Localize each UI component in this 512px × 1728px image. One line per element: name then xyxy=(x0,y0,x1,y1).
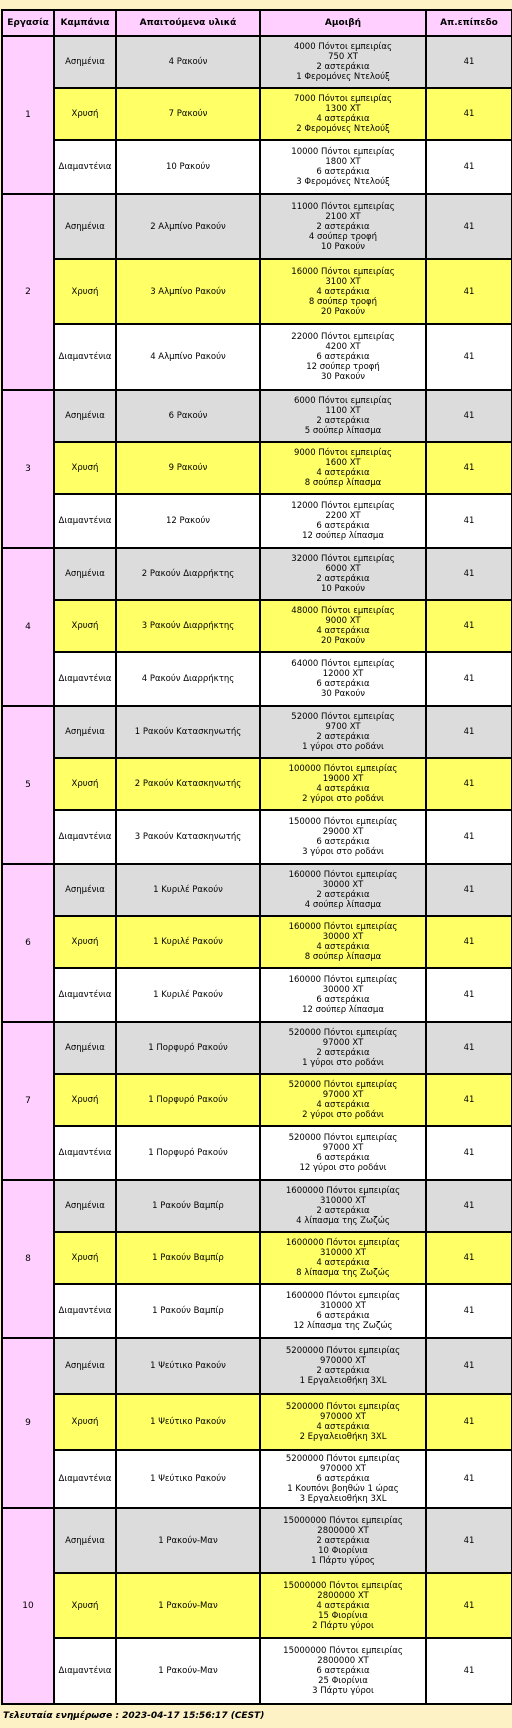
reward-line: 12000 Πόντοι εμπειρίας xyxy=(291,501,395,511)
reward-cell xyxy=(260,810,426,864)
reward-line: 30000 XT xyxy=(322,985,364,995)
reward-line: 1100 XT xyxy=(325,406,361,416)
header-task: Εργασία xyxy=(2,10,54,36)
table-row xyxy=(2,1180,512,1232)
reward-line: 520000 Πόντοι εμπειρίας xyxy=(288,1028,398,1038)
reward-line: 2800000 XT xyxy=(317,1525,369,1536)
reward-line: 3 γύροι στο ροδάνι xyxy=(302,847,384,857)
reward-line: 4000 Πόντοι εμπειρίας xyxy=(293,42,393,52)
materials-cell: 1 Κυριλέ Ρακούν xyxy=(116,916,260,968)
reward-line: 4 αστεράκια xyxy=(316,114,370,124)
materials-cell: 1 Ψεύτικο Ρακούν xyxy=(116,1450,260,1508)
materials-cell: 1 Ρακούν-Μαν xyxy=(116,1638,260,1704)
reward-line: 5200000 Πόντοι εμπειρίας xyxy=(285,1454,401,1464)
campaign-cell: Διαμαντένια xyxy=(54,652,116,706)
level-cell: 41 xyxy=(426,1508,512,1573)
reward-cell xyxy=(260,88,426,140)
level-cell: 41 xyxy=(426,810,512,864)
reward-line: 3 Φερομόνες Ντελούξ xyxy=(296,177,390,187)
materials-cell: 4 Αλμπίνο Ρακούν xyxy=(116,324,260,390)
reward-cell xyxy=(260,442,426,494)
reward-cell xyxy=(260,1338,426,1394)
table-row xyxy=(2,1022,512,1074)
reward-line: 6000 XT xyxy=(325,564,361,574)
reward-line: 2 αστεράκια xyxy=(316,1535,370,1546)
level-cell: 41 xyxy=(426,864,512,916)
reward-line: 520000 Πόντοι εμπειρίας xyxy=(288,1080,398,1090)
reward-line: 11000 Πόντοι εμπειρίας xyxy=(291,201,395,212)
task-number: 4 xyxy=(2,548,54,706)
task-number: 7 xyxy=(2,1022,54,1180)
reward-line: 97000 XT xyxy=(322,1090,364,1100)
reward-cell xyxy=(260,1074,426,1126)
table-row xyxy=(2,1126,512,1180)
campaign-cell: Ασημένια xyxy=(54,548,116,600)
table-row xyxy=(2,259,512,324)
reward-cell xyxy=(260,324,426,390)
reward-line: 9700 XT xyxy=(325,722,361,732)
reward-line: 30000 XT xyxy=(322,880,364,890)
table-row xyxy=(2,706,512,758)
reward-line: 8 σούπερ λίπασμα xyxy=(304,478,382,488)
reward-line: 15000000 Πόντοι εμπειρίας xyxy=(283,1580,403,1591)
table-row xyxy=(2,1394,512,1450)
reward-line: 20 Ρακούν xyxy=(320,636,366,646)
table-row xyxy=(2,916,512,968)
campaign-cell: Διαμαντένια xyxy=(54,494,116,548)
reward-cell xyxy=(260,600,426,652)
reward-line: 10 Φιορίνια xyxy=(318,1545,368,1556)
reward-cell xyxy=(260,1394,426,1450)
table-row xyxy=(2,194,512,259)
materials-cell: 1 Ρακούν Βαμπίρ xyxy=(116,1232,260,1284)
reward-line: 150000 Πόντοι εμπειρίας xyxy=(288,817,398,827)
reward-line: 4 αστεράκια xyxy=(316,784,370,794)
table-row xyxy=(2,1074,512,1126)
reward-line: 1600000 Πόντοι εμπειρίας xyxy=(285,1238,401,1248)
reward-line: 1 Πάρτυ γύρος xyxy=(311,1555,375,1566)
campaign-cell: Διαμαντένια xyxy=(54,810,116,864)
reward-line: 4 αστεράκια xyxy=(316,1600,370,1611)
reward-line: 1800 XT xyxy=(325,157,361,167)
level-cell: 41 xyxy=(426,600,512,652)
materials-cell: 1 Ψεύτικο Ρακούν xyxy=(116,1338,260,1394)
materials-cell: 4 Ρακούν xyxy=(116,36,260,88)
header-row xyxy=(2,10,512,36)
reward-line: 12 γύροι στο ροδάνι xyxy=(299,1163,387,1173)
reward-line: 52000 Πόντοι εμπειρίας xyxy=(291,712,395,722)
reward-line: 160000 Πόντοι εμπειρίας xyxy=(288,975,398,985)
reward-line: 8 λίπασμα της Ζωζώς xyxy=(296,1268,390,1278)
reward-cell xyxy=(260,36,426,88)
reward-line: 2800000 XT xyxy=(317,1590,369,1601)
reward-cell xyxy=(260,390,426,442)
task-number: 1 xyxy=(2,36,54,194)
reward-cell xyxy=(260,916,426,968)
campaign-cell: Ασημένια xyxy=(54,194,116,259)
reward-line: 2 αστεράκια xyxy=(316,732,370,742)
header-reward: Αμοιβή xyxy=(260,10,426,36)
campaign-cell: Ασημένια xyxy=(54,1338,116,1394)
reward-cell xyxy=(260,706,426,758)
campaign-cell: Διαμαντένια xyxy=(54,324,116,390)
level-cell: 41 xyxy=(426,390,512,442)
level-cell: 41 xyxy=(426,1638,512,1704)
level-cell: 41 xyxy=(426,36,512,88)
task-number: 2 xyxy=(2,194,54,390)
materials-cell: 1 Πορφυρό Ρακούν xyxy=(116,1126,260,1180)
table-row xyxy=(2,864,512,916)
header-campaign: Καμπάνια xyxy=(54,10,116,36)
reward-line: 4 σούπερ τροφή xyxy=(308,231,378,242)
materials-cell: 1 Κυριλέ Ρακούν xyxy=(116,864,260,916)
campaign-cell: Χρυσή xyxy=(54,1074,116,1126)
reward-line: 64000 Πόντοι εμπειρίας xyxy=(291,659,395,669)
reward-line: 20 Ρακούν xyxy=(320,306,366,317)
reward-line: 16000 Πόντοι εμπειρίας xyxy=(291,266,395,277)
campaign-cell: Χρυσή xyxy=(54,259,116,324)
reward-line: 25 Φιορίνια xyxy=(318,1676,368,1686)
reward-line: 970000 XT xyxy=(319,1356,366,1366)
reward-line: 2 γύροι στο ροδάνι xyxy=(302,1110,384,1120)
reward-line: 4 αστεράκια xyxy=(316,942,370,952)
header-level: Απ.επίπεδο xyxy=(426,10,512,36)
reward-line: 1 γύροι στο ροδάνι xyxy=(302,742,384,752)
campaign-cell: Ασημένια xyxy=(54,706,116,758)
header-materials: Απαιτούμενα υλικά xyxy=(116,10,260,36)
reward-line: 2 αστεράκια xyxy=(316,574,370,584)
task-number: 10 xyxy=(2,1508,54,1704)
reward-line: 10 Ρακούν xyxy=(320,584,366,594)
reward-line: 8 σούπερ λίπασμα xyxy=(304,952,382,962)
materials-cell: 10 Ρακούν xyxy=(116,140,260,194)
reward-line: 310000 XT xyxy=(319,1301,366,1311)
materials-cell: 6 Ρακούν xyxy=(116,390,260,442)
reward-line: 3100 XT xyxy=(325,276,361,287)
materials-cell: 1 Ρακούν Κατασκηνωτής xyxy=(116,706,260,758)
task-number: 9 xyxy=(2,1338,54,1508)
reward-line: 1600000 Πόντοι εμπειρίας xyxy=(285,1291,401,1301)
level-cell: 41 xyxy=(426,1573,512,1638)
reward-line: 4 αστεράκια xyxy=(316,1258,370,1268)
reward-line: 310000 XT xyxy=(319,1248,366,1258)
table-row xyxy=(2,652,512,706)
level-cell: 41 xyxy=(426,652,512,706)
reward-line: 2100 XT xyxy=(325,211,361,222)
table-row xyxy=(2,1573,512,1638)
reward-line: 4 σούπερ λίπασμα xyxy=(304,900,382,910)
reward-line: 2 Εργαλειοθήκη 3XL xyxy=(299,1432,387,1442)
reward-line: 29000 XT xyxy=(322,827,364,837)
reward-line: 100000 Πόντοι εμπειρίας xyxy=(288,764,398,774)
level-cell: 41 xyxy=(426,1180,512,1232)
rewards-table xyxy=(1,9,512,1705)
campaign-cell: Διαμαντένια xyxy=(54,1638,116,1704)
table-row xyxy=(2,442,512,494)
task-number: 8 xyxy=(2,1180,54,1338)
table-row xyxy=(2,810,512,864)
reward-line: 7000 Πόντοι εμπειρίας xyxy=(293,94,393,104)
reward-line: 750 XT xyxy=(328,52,358,62)
table-row xyxy=(2,88,512,140)
reward-line: 19000 XT xyxy=(322,774,364,784)
level-cell: 41 xyxy=(426,706,512,758)
campaign-cell: Χρυσή xyxy=(54,442,116,494)
campaign-cell: Διαμαντένια xyxy=(54,1450,116,1508)
level-cell: 41 xyxy=(426,442,512,494)
table-body xyxy=(2,36,512,1704)
campaign-cell: Ασημένια xyxy=(54,1508,116,1573)
materials-cell: 1 Πορφυρό Ρακούν xyxy=(116,1074,260,1126)
campaign-cell: Διαμαντένια xyxy=(54,140,116,194)
materials-cell: 7 Ρακούν xyxy=(116,88,260,140)
reward-line: 15 Φιορίνια xyxy=(318,1610,368,1621)
reward-line: 2 αστεράκια xyxy=(316,1206,370,1216)
reward-line: 10000 Πόντοι εμπειρίας xyxy=(291,147,395,157)
materials-cell: 1 Ρακούν Βαμπίρ xyxy=(116,1284,260,1338)
reward-line: 6 αστεράκια xyxy=(316,167,370,177)
reward-line: 520000 Πόντοι εμπειρίας xyxy=(288,1133,398,1143)
reward-line: 310000 XT xyxy=(319,1196,366,1206)
level-cell: 41 xyxy=(426,1126,512,1180)
table-row xyxy=(2,968,512,1022)
table-row xyxy=(2,1450,512,1508)
last-updated: Τελευταία ενημέρωσe : 2023-04-17 15:56:17 (CEST) xyxy=(3,1711,265,1721)
materials-cell: 1 Ψεύτικο Ρακούν xyxy=(116,1394,260,1450)
reward-line: 2 Φερομόνες Ντελούξ xyxy=(296,124,390,134)
reward-cell xyxy=(260,1232,426,1284)
materials-cell: 1 Ρακούν-Μαν xyxy=(116,1573,260,1638)
reward-cell xyxy=(260,652,426,706)
reward-line: 10 Ρακούν xyxy=(320,241,366,252)
level-cell: 41 xyxy=(426,968,512,1022)
level-cell: 41 xyxy=(426,548,512,600)
campaign-cell: Χρυσή xyxy=(54,758,116,810)
reward-line: 2 αστεράκια xyxy=(316,1366,370,1376)
materials-cell: 3 Ρακούν Κατασκηνωτής xyxy=(116,810,260,864)
reward-line: 12000 XT xyxy=(322,669,364,679)
reward-line: 2 αστεράκια xyxy=(316,1048,370,1058)
reward-line: 5200000 Πόντοι εμπειρίας xyxy=(285,1346,401,1356)
reward-line: 6 αστεράκια xyxy=(316,1153,370,1163)
reward-cell xyxy=(260,1022,426,1074)
reward-line: 6 αστεράκια xyxy=(316,679,370,689)
reward-line: 22000 Πόντοι εμπειρίας xyxy=(291,332,395,342)
reward-line: 32000 Πόντοι εμπειρίας xyxy=(291,554,395,564)
reward-line: 970000 XT xyxy=(319,1412,366,1422)
reward-line: 6 αστεράκια xyxy=(316,1666,370,1676)
reward-line: 15000000 Πόντοι εμπειρίας xyxy=(283,1515,403,1526)
reward-line: 6 αστεράκια xyxy=(316,1311,370,1321)
materials-cell: 9 Ρακούν xyxy=(116,442,260,494)
reward-line: 6 αστεράκια xyxy=(316,995,370,1005)
reward-line: 2200 XT xyxy=(325,511,361,521)
level-cell: 41 xyxy=(426,758,512,810)
reward-cell xyxy=(260,1573,426,1638)
reward-cell xyxy=(260,548,426,600)
task-number: 5 xyxy=(2,706,54,864)
reward-line: 1 Κουπόνι βοηθών 1 ώρας xyxy=(287,1484,399,1494)
table-row xyxy=(2,1338,512,1394)
materials-cell: 3 Ρακούν Διαρρήκτης xyxy=(116,600,260,652)
campaign-cell: Χρυσή xyxy=(54,1232,116,1284)
reward-cell xyxy=(260,1126,426,1180)
level-cell: 41 xyxy=(426,140,512,194)
level-cell: 41 xyxy=(426,1232,512,1284)
reward-cell xyxy=(260,194,426,259)
campaign-cell: Ασημένια xyxy=(54,36,116,88)
campaign-cell: Ασημένια xyxy=(54,1022,116,1074)
reward-line: 4 αστεράκια xyxy=(316,1100,370,1110)
reward-cell xyxy=(260,968,426,1022)
level-cell: 41 xyxy=(426,1394,512,1450)
reward-line: 30 Ρακούν xyxy=(320,689,366,699)
reward-cell xyxy=(260,1508,426,1573)
materials-cell: 2 Ρακούν Διαρρήκτης xyxy=(116,548,260,600)
level-cell: 41 xyxy=(426,494,512,548)
reward-line: 6 αστεράκια xyxy=(316,837,370,847)
reward-cell xyxy=(260,1284,426,1338)
reward-line: 160000 Πόντοι εμπειρίας xyxy=(288,870,398,880)
reward-line: 1 Φερομόνες Ντελούξ xyxy=(296,72,390,82)
reward-line: 4 αστεράκια xyxy=(316,286,370,297)
materials-cell: 1 Κυριλέ Ρακούν xyxy=(116,968,260,1022)
reward-line: 2 αστεράκια xyxy=(316,221,370,232)
campaign-cell: Ασημένια xyxy=(54,864,116,916)
reward-line: 6 αστεράκια xyxy=(316,1474,370,1484)
reward-line: 48000 Πόντοι εμπειρίας xyxy=(291,606,395,616)
reward-line: 1 γύροι στο ροδάνι xyxy=(302,1058,384,1068)
campaign-cell: Διαμαντένια xyxy=(54,1284,116,1338)
level-cell: 41 xyxy=(426,259,512,324)
table-row xyxy=(2,1232,512,1284)
reward-line: 2 Πάρτυ γύροι xyxy=(312,1620,374,1631)
reward-line: 6 αστεράκια xyxy=(316,352,370,362)
reward-line: 3 Εργαλειοθήκη 3XL xyxy=(299,1494,387,1504)
level-cell: 41 xyxy=(426,1338,512,1394)
materials-cell: 2 Ρακούν Κατασκηνωτής xyxy=(116,758,260,810)
table-row xyxy=(2,548,512,600)
level-cell: 41 xyxy=(426,194,512,259)
table-row xyxy=(2,140,512,194)
reward-line: 2 αστεράκια xyxy=(316,62,370,72)
level-cell: 41 xyxy=(426,88,512,140)
level-cell: 41 xyxy=(426,1022,512,1074)
reward-line: 970000 XT xyxy=(319,1464,366,1474)
materials-cell: 3 Αλμπίνο Ρακούν xyxy=(116,259,260,324)
task-number: 3 xyxy=(2,390,54,548)
materials-cell: 1 Ρακούν Βαμπίρ xyxy=(116,1180,260,1232)
reward-cell xyxy=(260,864,426,916)
reward-line: 4 λίπασμα της Ζωζώς xyxy=(296,1216,390,1226)
reward-line: 12 σούπερ λίπασμα xyxy=(302,531,384,541)
materials-cell: 1 Πορφυρό Ρακούν xyxy=(116,1022,260,1074)
reward-line: 2800000 XT xyxy=(317,1656,369,1666)
reward-cell xyxy=(260,494,426,548)
reward-line: 30 Ρακούν xyxy=(320,372,366,382)
reward-line: 15000000 Πόντοι εμπειρίας xyxy=(283,1646,403,1656)
materials-cell: 4 Ρακούν Διαρρήκτης xyxy=(116,652,260,706)
reward-line: 12 λίπασμα της Ζωζώς xyxy=(293,1321,393,1331)
campaign-cell: Χρυσή xyxy=(54,600,116,652)
table-row xyxy=(2,1284,512,1338)
campaign-cell: Χρυσή xyxy=(54,88,116,140)
reward-line: 1 Εργαλειοθήκη 3XL xyxy=(299,1376,387,1386)
reward-line: 12 σούπερ τροφή xyxy=(306,362,380,372)
reward-line: 5200000 Πόντοι εμπειρίας xyxy=(285,1402,401,1412)
reward-line: 30000 XT xyxy=(322,932,364,942)
campaign-cell: Χρυσή xyxy=(54,916,116,968)
campaign-cell: Χρυσή xyxy=(54,1573,116,1638)
reward-line: 1300 XT xyxy=(325,104,361,114)
campaign-cell: Ασημένια xyxy=(54,1180,116,1232)
campaign-cell: Ασημένια xyxy=(54,390,116,442)
reward-cell xyxy=(260,259,426,324)
level-cell: 41 xyxy=(426,1450,512,1508)
materials-cell: 1 Ρακούν-Μαν xyxy=(116,1508,260,1573)
table-row xyxy=(2,600,512,652)
materials-cell: 2 Αλμπίνο Ρακούν xyxy=(116,194,260,259)
reward-cell xyxy=(260,1450,426,1508)
campaign-cell: Χρυσή xyxy=(54,1394,116,1450)
level-cell: 41 xyxy=(426,1284,512,1338)
reward-line: 6000 Πόντοι εμπειρίας xyxy=(293,396,393,406)
reward-line: 2 αστεράκια xyxy=(316,416,370,426)
reward-line: 1600000 Πόντοι εμπειρίας xyxy=(285,1186,401,1196)
level-cell: 41 xyxy=(426,1074,512,1126)
reward-line: 6 αστεράκια xyxy=(316,521,370,531)
table-row xyxy=(2,758,512,810)
reward-line: 8 σούπερ τροφή xyxy=(308,296,378,307)
campaign-cell: Διαμαντένια xyxy=(54,1126,116,1180)
reward-line: 4 αστεράκια xyxy=(316,468,370,478)
reward-line: 4200 XT xyxy=(325,342,361,352)
reward-line: 2 γύροι στο ροδάνι xyxy=(302,794,384,804)
reward-line: 1600 XT xyxy=(325,458,361,468)
table-row xyxy=(2,390,512,442)
reward-line: 9000 Πόντοι εμπειρίας xyxy=(293,448,393,458)
reward-line: 3 Πάρτυ γύροι xyxy=(312,1686,374,1696)
reward-line: 5 σούπερ λίπασμα xyxy=(304,426,382,436)
table-row xyxy=(2,494,512,548)
reward-line: 9000 XT xyxy=(325,616,361,626)
reward-cell xyxy=(260,140,426,194)
level-cell: 41 xyxy=(426,324,512,390)
reward-line: 12 σούπερ λίπασμα xyxy=(302,1005,384,1015)
reward-line: 2 αστεράκια xyxy=(316,890,370,900)
reward-line: 97000 XT xyxy=(322,1143,364,1153)
reward-cell xyxy=(260,758,426,810)
reward-line: 4 αστεράκια xyxy=(316,626,370,636)
campaign-cell: Διαμαντένια xyxy=(54,968,116,1022)
table-row xyxy=(2,36,512,88)
table-row xyxy=(2,324,512,390)
reward-cell xyxy=(260,1180,426,1232)
materials-cell: 12 Ρακούν xyxy=(116,494,260,548)
reward-line: 4 αστεράκια xyxy=(316,1422,370,1432)
task-number: 6 xyxy=(2,864,54,1022)
table-row xyxy=(2,1638,512,1704)
level-cell: 41 xyxy=(426,916,512,968)
reward-cell xyxy=(260,1638,426,1704)
reward-line: 97000 XT xyxy=(322,1038,364,1048)
table-row xyxy=(2,1508,512,1573)
reward-line: 160000 Πόντοι εμπειρίας xyxy=(288,922,398,932)
